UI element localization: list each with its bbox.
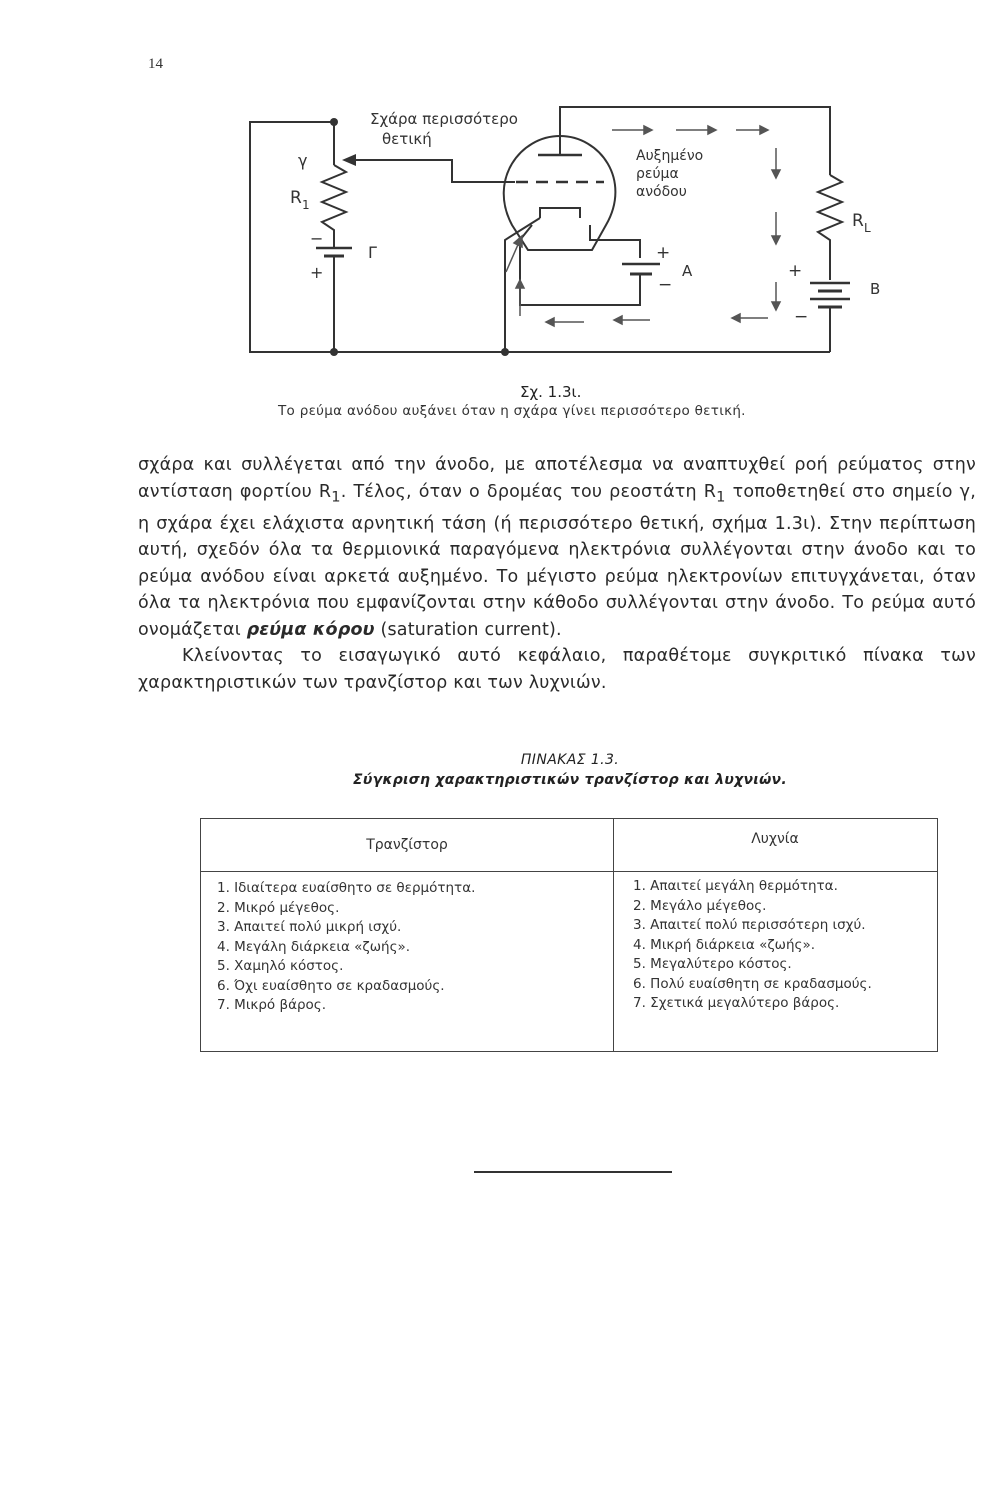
current-note-line2: ρεύμα	[636, 166, 679, 182]
table-header-divider	[201, 871, 937, 872]
column-header-transistor: Τρανζίστορ	[366, 837, 448, 853]
grid-note-line1: Σχάρα περισσότερο	[370, 110, 518, 128]
list-item: 4. Μικρή διάρκεια «ζωής».	[633, 936, 816, 953]
tube-list	[633, 877, 872, 1014]
junction-dot-top	[330, 118, 338, 126]
paragraph-1: σχάρα και συλλέγεται από την άνοδο, με αποτέλεσμα να αναπτυχθεί ροή ρεύματος στην αντίσταση φορτίου $R_1$. Τέλος, όταν ο δρομέας του ρεοστάτη $R_1$ τοποθετηθεί στο σημείο γ, η σχάρα έχει ελάχιστα αρνητική τάση (ή περισσότερο θετική, σχήμα 1.3ι). Στην περίπτωση αυτή, σχεδόν όλα τα θερμιονικά παραγόμενα ηλεκτρόνια συλλέγονται στην άνοδο και το ρεύμα ανόδου είναι αρκετά αυξημένο. Το μέγιστο ρεύμα ηλεκτρονίων επιτυγχάνεται, όταν όλα τα ηλεκτρόνια που εμφανίζονται στην κάθοδο συλλέγονται στην άνοδο. Το ρεύμα αυτό ονομάζεται ρεύμα κόρου (saturation current).	[138, 455, 976, 640]
list-item: 1. Ιδιαίτερα ευαίσθητο σε θερμότητα.	[217, 880, 476, 896]
label-g-minus: −	[310, 229, 324, 248]
label-rl: R	[852, 211, 864, 231]
label-battery-a: Α	[682, 262, 693, 280]
table-column-divider	[613, 819, 614, 1051]
label-a-minus: −	[658, 275, 673, 295]
label-g-plus: +	[310, 263, 324, 282]
comparison-table	[200, 818, 938, 1052]
label-r1-sub: 1	[302, 198, 310, 212]
page-number: 14	[148, 56, 163, 72]
resistor-rl	[818, 175, 842, 280]
list-item: 7. Μικρό βάρος.	[217, 997, 327, 1013]
wiper-arrow-icon	[342, 154, 356, 166]
column-header-tube: Λυχνία	[751, 831, 799, 847]
figure-caption-number: Σχ. 1.3ι.	[520, 383, 582, 401]
list-item: 5. Χαμηλό κόστος.	[217, 958, 344, 974]
label-b-plus: +	[788, 261, 803, 281]
transistor-list	[217, 879, 475, 1016]
current-note-line1: Αυξημένο	[636, 148, 704, 164]
anode-wire	[560, 107, 830, 175]
list-item: 1. Απαιτεί μεγάλη θερμότητα.	[633, 878, 838, 894]
body-text	[138, 452, 976, 696]
current-note-line3: ανόδου	[636, 184, 687, 200]
list-item: 6. Όχι ευαίσθητο σε κραδασμούς.	[217, 977, 445, 994]
table-title: ΠΙΝΑΚΑΣ 1.3.	[520, 752, 620, 768]
figure-caption-text: Το ρεύμα ανόδου αυξάνει όταν η σχάρα γίνει περισσότερο θετική.	[278, 403, 746, 419]
label-rl-sub: L	[864, 221, 871, 235]
label-battery-b: Β	[870, 280, 881, 298]
table-subtitle: Σύγκριση χαρακτηριστικών τρανζίστορ και λυχνιών.	[353, 772, 787, 788]
resistor-r1	[322, 165, 346, 248]
label-r1: R	[290, 188, 302, 208]
list-item: 5. Μεγαλύτερο κόστος.	[633, 956, 792, 972]
grid-note-line2: θετική	[382, 130, 432, 148]
list-item: 3. Απαιτεί πολύ μικρή ισχύ.	[217, 919, 402, 935]
list-item: 2. Μικρό μέγεθος.	[217, 899, 340, 916]
label-gamma: γ	[298, 151, 308, 170]
paragraph-2: Κλείνοντας το εισαγωγικό αυτό κεφάλαιο, παραθέτομε συγκριτικό πίνακα των χαρακτηριστικών των τρανζίστορ και των λυχνιών.	[138, 646, 976, 693]
list-item: 4. Μεγάλη διάρκεια «ζωής».	[217, 938, 411, 955]
label-a-plus: +	[656, 243, 671, 263]
label-b-minus: −	[794, 307, 809, 327]
junction-dot-left	[330, 348, 338, 356]
list-item: 6. Πολύ ευαίσθητη σε κραδασμούς.	[633, 975, 872, 992]
vacuum-tube-circuit-diagram	[0, 0, 987, 380]
label-battery-g: Γ	[368, 243, 377, 262]
junction-dot-right	[501, 348, 509, 356]
grid-wire	[348, 160, 515, 182]
section-end-rule	[474, 1171, 672, 1173]
saturation-current-term: ρεύμα κόρου	[246, 619, 375, 640]
list-item: 2. Μεγάλο μέγεθος.	[633, 897, 767, 914]
list-item: 7. Σχετικά μεγαλύτερο βάρος.	[633, 995, 840, 1011]
list-item: 3. Απαιτεί πολύ περισσότερη ισχύ.	[633, 917, 866, 933]
